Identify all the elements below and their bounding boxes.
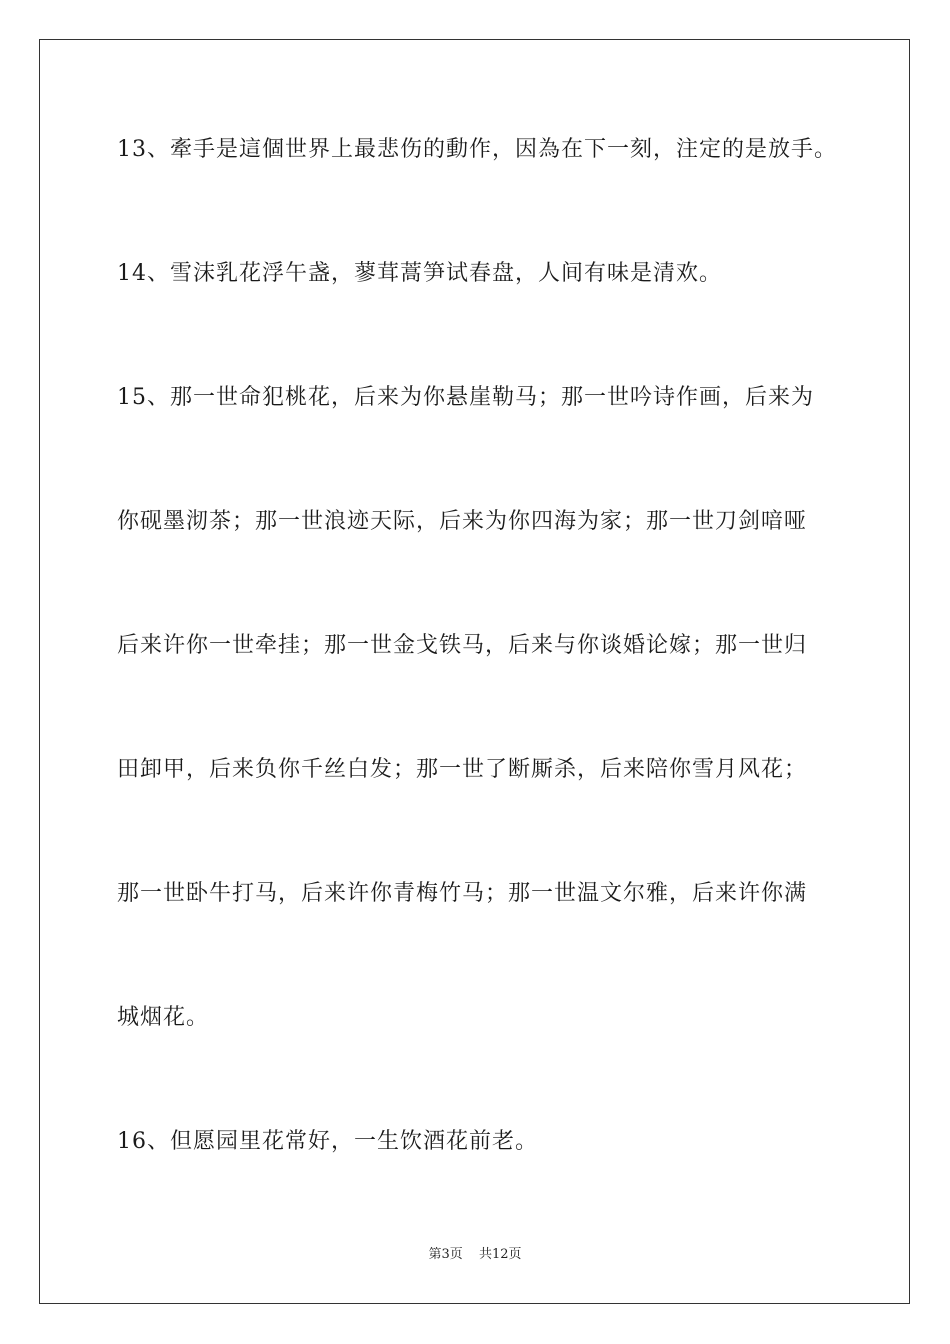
page-border — [39, 39, 910, 1304]
page-footer — [0, 1246, 950, 1264]
text-line-quote-16: 16、但愿园里花常好，一生饮酒花前老。 — [117, 1129, 538, 1154]
text-line: 城烟花。 — [117, 1005, 210, 1030]
text-line: 后来许你一世牵挂；那一世金戈铁马，后来与你谈婚论嫁；那一世归 — [117, 633, 808, 658]
text-line: 你砚墨沏茶；那一世浪迹天际，后来为你四海为家；那一世刀剑喑哑 — [117, 509, 808, 534]
text-line-quote-15: 15、那一世命犯桃花，后来为你悬崖勒马；那一世吟诗作画，后来为 — [117, 385, 814, 410]
text-line: 那一世卧牛打马，后来许你青梅竹马；那一世温文尔雅，后来许你满 — [117, 881, 808, 906]
text-line-quote-13: 13、牽手是這個世界上最悲伤的動作，因為在下一刻，注定的是放手。 — [117, 137, 837, 162]
page-number: 第3页 — [428, 1247, 463, 1262]
text-line: 田卸甲，后来负你千丝白发；那一世了断厮杀，后来陪你雪月风花； — [117, 757, 808, 782]
page-total: 共12页 — [478, 1247, 522, 1262]
text-line-quote-14: 14、雪沫乳花浮午盏，蓼茸蒿笋试春盘，人间有味是清欢。 — [117, 261, 722, 286]
